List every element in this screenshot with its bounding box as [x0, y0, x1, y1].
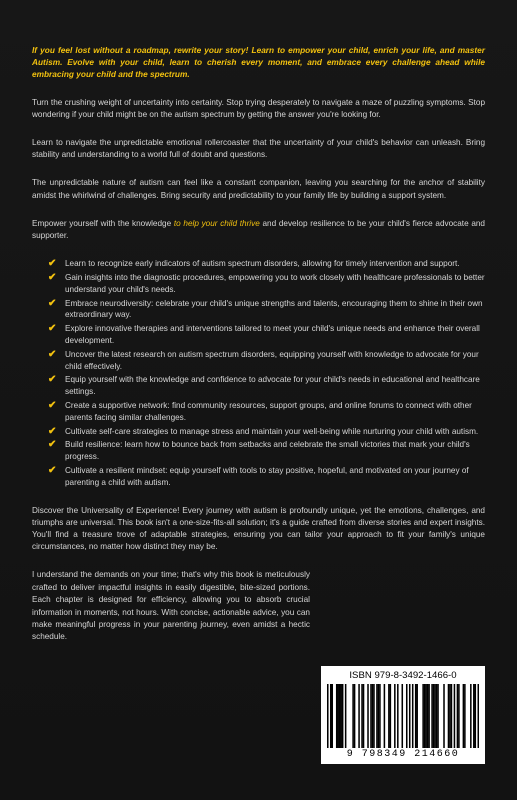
- barcode-bar: [390, 684, 392, 748]
- barcode-bar: [457, 684, 459, 748]
- barcode-bar: [449, 684, 451, 748]
- checklist-item-text: Cultivate self-care strategies to manage stress and maintain your well-being while nurturing your child with autism.: [65, 426, 479, 436]
- barcode-bar: [367, 684, 369, 748]
- checklist-item-text: Gain insights into the diagnostic procedures, empowering you to work closely with healthcare professionals to better understand your child's needs.: [65, 273, 485, 294]
- barcode-bar: [376, 684, 378, 748]
- paragraph-empower: [32, 218, 485, 242]
- checklist-item: [32, 439, 485, 463]
- paragraph-uncertainty: Turn the crushing weight of uncertainty into certainty. Stop trying desperately to navigate a maze of puzzling symptoms. Stop wondering if your child might be on the autism spectrum by getting the answer you're looking for.: [32, 97, 485, 119]
- barcode-bar: [412, 684, 414, 748]
- barcode-bar: [336, 684, 338, 748]
- checklist-item: [32, 298, 485, 322]
- barcode-bar: [436, 684, 438, 748]
- barcode-bar: [416, 684, 418, 748]
- barcode-bar: [340, 684, 342, 748]
- checklist-item-text: Uncover the latest research on autism spectrum disorders, equipping yourself with knowledge to advocate for your child effectively.: [65, 349, 479, 371]
- checklist-item: [32, 426, 485, 438]
- barcode-bar: [339, 684, 341, 748]
- barcode-bar: [372, 684, 374, 748]
- paragraph-closing: I understand the demands on your time; that's why this book is meticulously crafted to deliver impactful insights in easily digestible, bite-sized portions. Each chapter is designed for efficiency, allowing you to absorb crucial information in moments, not hours. With concise, actionable advice, you can make meaningful progress in your parenting journey, even amidst a hectic schedule.: [32, 570, 310, 642]
- check-icon: ✔: [48, 439, 57, 451]
- checklist-item-text: Learn to recognize early indicators of autism spectrum disorders, allowing for timely intervention and support.: [65, 259, 460, 269]
- barcode-bar: [425, 684, 427, 748]
- empower-highlight: to help your child thrive: [173, 218, 260, 228]
- barcode-bar: [331, 684, 333, 748]
- barcode-bar: [342, 684, 344, 748]
- checklist-item: [32, 465, 485, 489]
- check-icon: ✔: [48, 464, 57, 476]
- empower-before: Empower yourself with the knowledge: [32, 218, 174, 228]
- barcode-bar: [379, 684, 381, 748]
- checklist-item-text: Cultivate a resilient mindset: equip yourself with tools to stay positive, hopeful, and motivated on your journey of parenting a child with autism.: [65, 465, 469, 487]
- isbn-barcode: [321, 666, 485, 764]
- barcode-bar: [451, 684, 453, 748]
- barcode-bar: [402, 684, 404, 748]
- paragraph-rollercoaster: Learn to navigate the unpredictable emotional rollercoaster that the uncertainty of your child's behavior can unleash. Bring stability and understanding to a world full of doubt and questions.: [32, 138, 485, 160]
- barcode-bar: [475, 684, 477, 748]
- check-icon: ✔: [48, 348, 57, 360]
- barcode-bar: [463, 684, 465, 748]
- checklist-item: [32, 258, 485, 270]
- check-icon: ✔: [48, 323, 57, 335]
- checklist-item: [32, 323, 485, 347]
- barcode-bar: [394, 684, 396, 748]
- cover-text: [32, 44, 485, 644]
- barcode-bars: [327, 684, 479, 748]
- isbn-label: ISBN 979-8-3492-1466-0: [349, 670, 457, 681]
- barcode-bar: [470, 684, 472, 748]
- barcode-bar: [464, 684, 466, 748]
- barcode-bar: [473, 684, 475, 748]
- barcode-bar: [427, 684, 429, 748]
- barcode-bar: [370, 684, 372, 748]
- barcode-bar: [384, 684, 386, 748]
- checklist-item-text: Create a supportive network: find community resources, support groups, and online forums to connect with other parents facing similar challenges.: [65, 401, 472, 422]
- barcode-bar: [358, 684, 360, 748]
- paragraph-stability: The unpredictable nature of autism can feel like a constant companion, leaving you searching for the anchor of stability amidst the whirlwind of challenges. Bring security and predictability to your family life by building a support system.: [32, 178, 485, 200]
- check-icon: ✔: [48, 272, 57, 284]
- barcode-bar: [397, 684, 399, 748]
- barcode-bar: [443, 684, 445, 748]
- barcode-bar: [428, 684, 430, 748]
- benefits-checklist: [32, 258, 485, 488]
- barcode-bar: [424, 684, 426, 748]
- barcode-bar: [478, 684, 479, 748]
- barcode-bar: [327, 684, 329, 748]
- paragraph-discover: Discover the Universality of Experience! Every journey with autism is profoundly unique, yet the emotions, challenges, and triumphs are universal. This book isn't a one-size-fits-all solution; it's a guide crafted from diverse stories and expert insights. You'll find a treasure trove of adaptable strategies, ensuring you can tailor your approach to fit your family's unique circumstances, no matter how distinct they may be.: [32, 505, 485, 552]
- barcode-digits: 9 798349 214660: [346, 749, 460, 760]
- barcode-bar: [388, 684, 390, 748]
- barcode-bar: [431, 684, 433, 748]
- barcode-bar: [415, 684, 417, 748]
- intro-tagline: If you feel lost without a roadmap, rewrite your story! Learn to empower your child, enrich your life, and master Autism. Evolve with your child, learn to cherish every moment, and embrace every challenge ahead while embracing your child and the spectrum.: [32, 45, 485, 80]
- barcode-bar: [409, 684, 411, 748]
- barcode-bar: [448, 684, 450, 748]
- barcode-bar: [378, 684, 380, 748]
- checklist-item: [32, 400, 485, 424]
- check-icon: ✔: [48, 297, 57, 309]
- barcode-bar: [437, 684, 439, 748]
- barcode-bar: [434, 684, 436, 748]
- check-icon: ✔: [48, 425, 57, 437]
- barcode-bar: [422, 684, 424, 748]
- checklist-item-text: Build resilience: learn how to bounce back from setbacks and celebrate the small victories that mark your child's progress.: [65, 440, 470, 462]
- checklist-item: [32, 272, 485, 296]
- checklist-item-text: Explore innovative therapies and interventions tailored to meet your child's unique needs and enhance their overall development.: [65, 324, 480, 346]
- check-icon: ✔: [48, 374, 57, 386]
- barcode-bar: [337, 684, 339, 748]
- barcode-bar: [373, 684, 375, 748]
- checklist-item-text: Equip yourself with the knowledge and confidence to advocate for your child's needs in educational and healthcare settings.: [65, 375, 480, 397]
- checklist-item: [32, 349, 485, 373]
- barcode-bar: [454, 684, 456, 748]
- checklist-item: [32, 374, 485, 398]
- barcode-bar: [458, 684, 460, 748]
- barcode-bar: [433, 684, 435, 748]
- barcode-bar: [361, 684, 363, 748]
- barcode-bar: [406, 684, 408, 748]
- checklist-item-text: Embrace neurodiversity: celebrate your child's unique strengths and talents, encouraging them to shine in their own extraordinary way.: [65, 298, 483, 320]
- barcode-bar: [330, 684, 332, 748]
- empower-after: and develop resilience to be your child's fierce advocate and supporter.: [32, 218, 485, 241]
- check-icon: ✔: [48, 258, 57, 270]
- barcode-bar: [363, 684, 365, 748]
- check-icon: ✔: [48, 400, 57, 411]
- barcode-bar: [352, 684, 354, 748]
- barcode-bar: [345, 684, 347, 748]
- barcode-bar: [354, 684, 356, 748]
